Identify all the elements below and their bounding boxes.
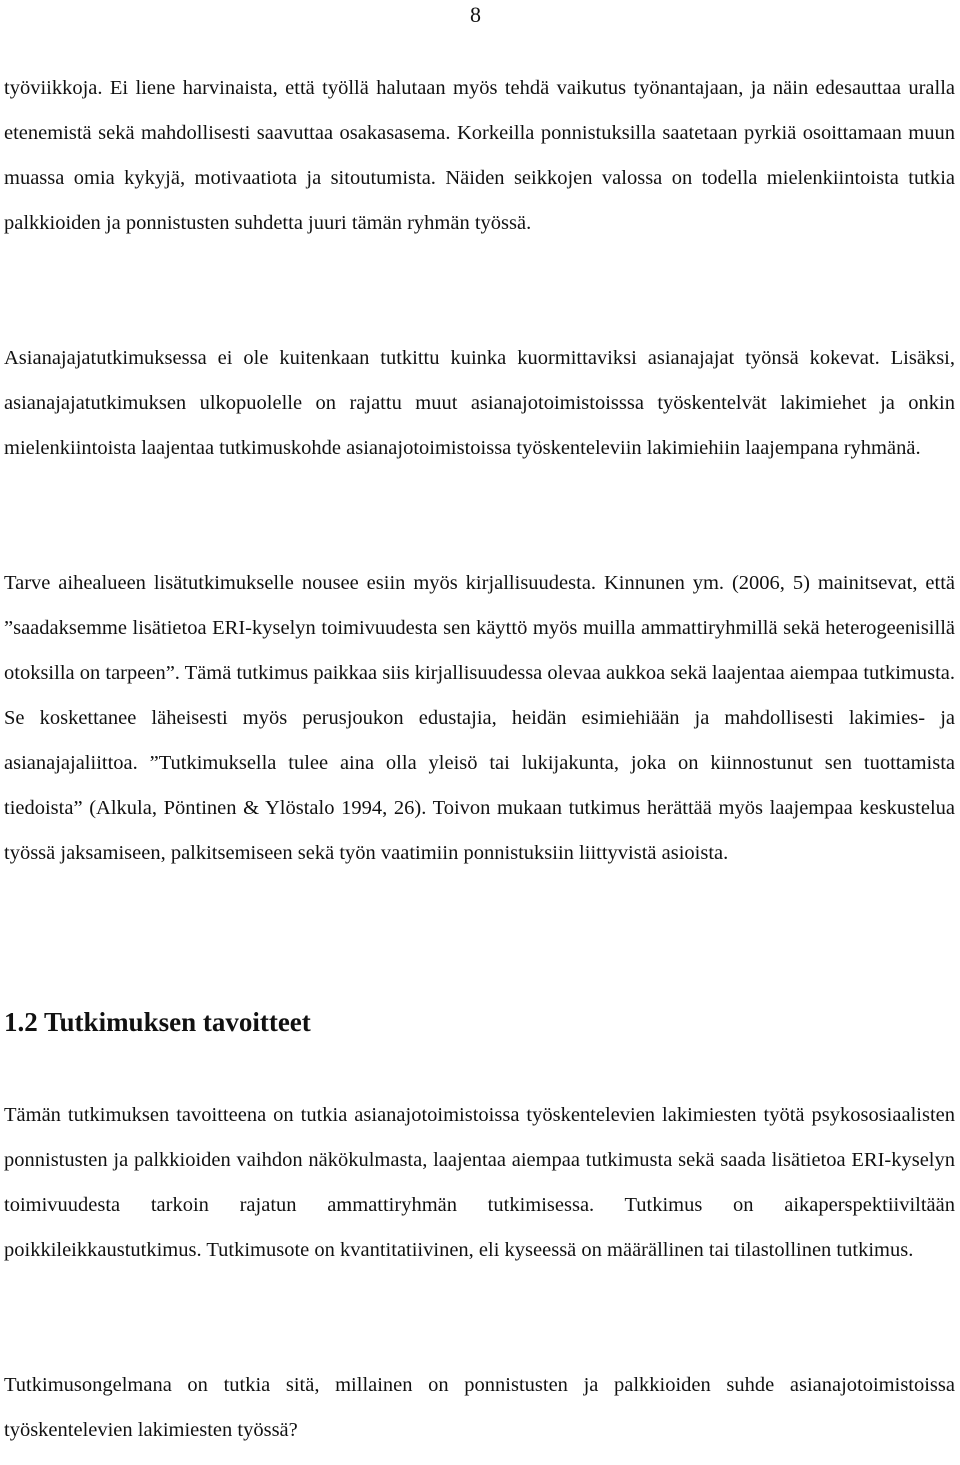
body-paragraph-1: työviikkoja. Ei liene harvinaista, että työllä halutaan myös tehdä vaikutus työnantajaan, ja näin edesauttaa uralla etenemistä sekä mahdollisesti saavuttaa osakasasema. Korkeilla ponnistuksilla saatetaan pyrkiä osoittamaan muun muassa omia kykyjä, motivaatiota ja sitoutumista. Näiden seikkojen valossa on todella mielenkiintoista tutkia palkkioiden ja ponnistusten suhdetta juuri tämän ryhmän työssä. [4, 77, 955, 234]
paragraph-spacer [4, 516, 955, 561]
section-spacer [4, 1042, 955, 1093]
section-heading: 1.2 Tutkimuksen tavoitteet [4, 1007, 311, 1037]
section-spacer [4, 966, 955, 1002]
body-paragraph-2: Asianajajatutkimuksessa ei ole kuitenkaan tutkittu kuinka kuormittaviksi asianajajat työnsä kokevat. Lisäksi, asianajajatutkimuksen ulkopuolelle on rajattu muut asianajotoimistoisssa työskentelvät lakimiehet ja onkin mielenkiintoista laajentaa tutkimuskohde asianajotoimistoissa työskenteleviin lakimiehiin laajempana ryhmänä. [4, 347, 955, 459]
section-paragraph-2: Tutkimusongelmana on tutkia sitä, millainen on ponnistusten ja palkkioiden suhde asianajotoimistoissa työskentelevien lakimiesten työssä? [4, 1374, 955, 1441]
body-paragraph-3: Tarve aihealueen lisätutkimukselle nousee esiin myös kirjallisuudesta. Kinnunen ym. (2006, 5) mainitsevat, että ”saadaksemme lisätietoa ERI-kyselyn toimivuudesta sen käyttö myös muilla ammattiryhmillä sekä heterogeenisillä otoksilla on tarpeen”. Tämä tutkimus paikkaa siis kirjallisuudessa olevaa aukkoa sekä laajentaa aiempaa tutkimusta. Se koskettanee läheisesti myös perusjoukon edustajia, heidän esimiehiään ja mahdollisesti lakimies- ja asianajajaliittoa. ”Tutkimuksella tulee aina olla yleisö tai lukijakunta, joka on kiinnostunut sen tuottamista tiedoista” (Alkula, Pöntinen & Ylöstalo 1994, 26). Toivon mukaan tutkimus herättää myös laajempaa keskustelua työssä jaksamiseen, palkitsemiseen sekä työn vaatimiin ponnistuksiin liittyvistä asioista. [4, 572, 955, 864]
section-paragraph-1: Tämän tutkimuksen tavoitteena on tutkia asianajotoimistoissa työskentelevien lakimiesten työtä psykososiaalisten ponnistusten ja palkkioiden vaihdon näkökulmasta, laajentaa aiempaa tutkimusta sekä saada lisätietoa ERI-kyselyn toimivuudesta tarkoin rajatun ammattiryhmän tutkimisessa. Tutkimus on aikaperspektiiviltään poikkileikkaustutkimus. Tutkimusote on kvantitatiivinen, eli kyseessä on määrällinen tai tilastollinen tutkimus. [4, 1104, 955, 1261]
paragraph-spacer [4, 1318, 955, 1363]
page-number: 8 [470, 2, 481, 27]
document-body [4, 66, 955, 1453]
paragraph-spacer [4, 291, 955, 336]
